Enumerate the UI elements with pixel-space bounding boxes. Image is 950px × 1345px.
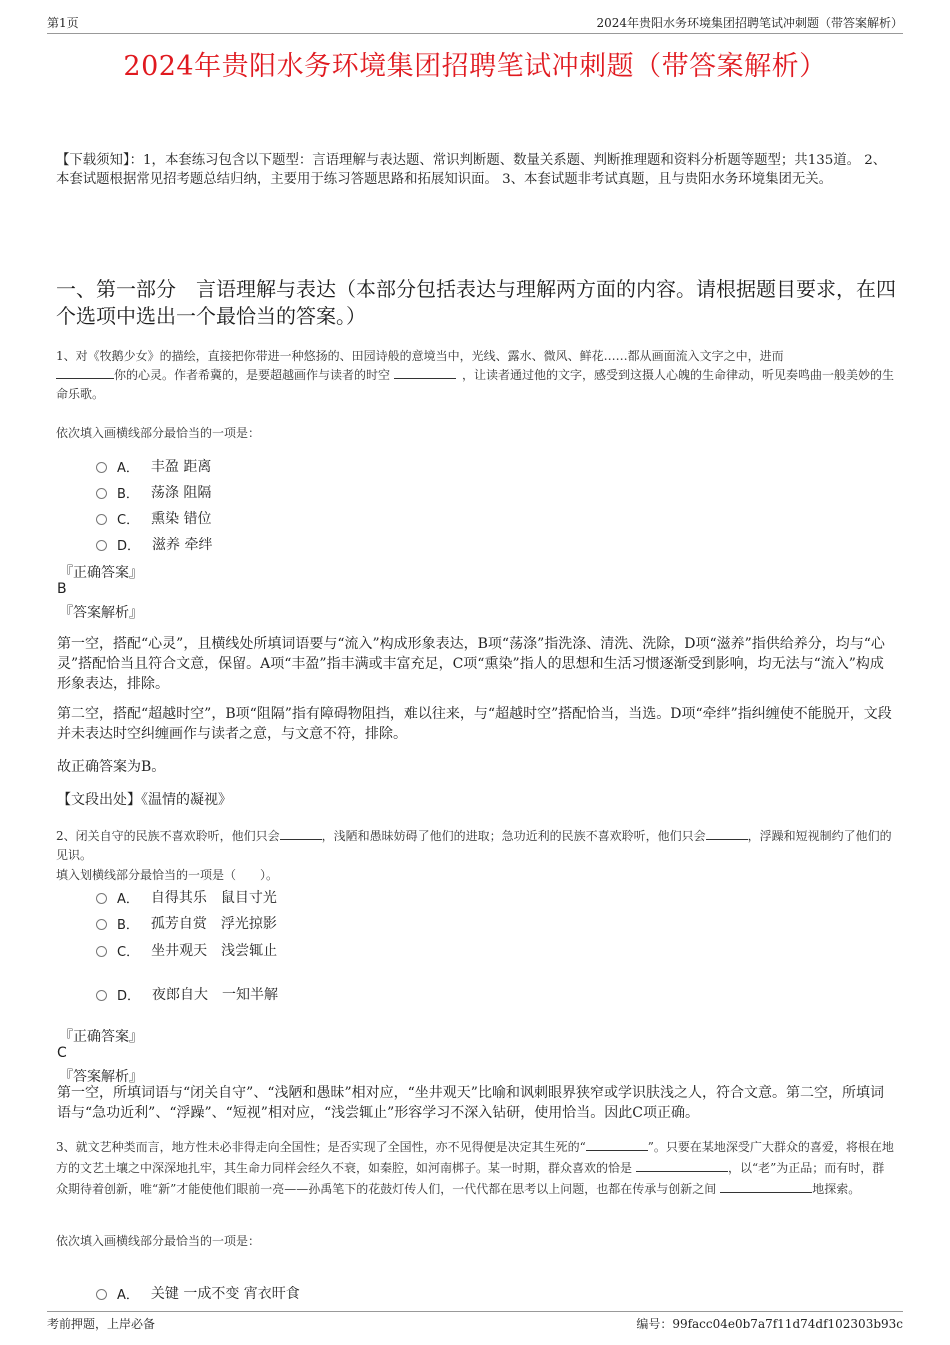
- option-text: 夜郎自大 一知半解: [152, 987, 279, 1003]
- option-text: 关键 一成不变 宵衣旰食: [150, 1286, 300, 1302]
- q1-option-b[interactable]: [96, 482, 211, 502]
- q1-analysis-label: 『答案解析』: [59, 605, 143, 621]
- document-title: 2024年贵阳水务环境集团招聘笔试冲刺题（带答案解析）: [123, 51, 827, 82]
- q2-part2: ，浅陋和愚昧妨碍了他们的进取；急功近利的民族不喜欢聆听，他们只会: [321, 829, 706, 843]
- q1-part3: ，让读者通过他的文字，感受到这摄人心魄的生命律动，听见奏鸣曲一般美妙的生命乐歌。: [56, 368, 895, 401]
- option-letter: B．: [117, 486, 139, 502]
- option-letter: B．: [117, 917, 139, 933]
- question-2-text: [56, 827, 896, 865]
- q2-answer-value: C: [57, 1045, 67, 1061]
- q1-option-d[interactable]: [96, 534, 212, 554]
- radio-icon[interactable]: [96, 893, 107, 904]
- q2-option-c[interactable]: [96, 940, 277, 960]
- radio-icon[interactable]: [96, 919, 107, 930]
- q1-analysis-conclusion: 故正确答案为B。: [57, 759, 166, 775]
- option-letter: D．: [117, 538, 141, 554]
- option-text: 孤芳自赏 浮光掠影: [150, 916, 277, 932]
- q1-blank-1: [56, 366, 114, 379]
- radio-icon[interactable]: [96, 514, 107, 525]
- q2-analysis-paragraph: 第一空，所填词语与“闭关自守”、“浅陋和愚昧”相对应，“坐井观天”比喻和讽刺眼界狭窄或学识肤浅之人，符合文意。第二空，所填词语与“急功近利”、“浮躁”、“短视”相对应，“浅尝辄止”形容学习不深入钻研，使用恰当。因此C项正确。: [57, 1085, 884, 1121]
- q2-analysis-label: 『答案解析』: [59, 1069, 143, 1085]
- q3-blank-2: [636, 1159, 728, 1172]
- option-text: 荡涤 阻隔: [150, 485, 212, 501]
- q1-option-c[interactable]: [96, 508, 212, 528]
- option-text: 熏染 错位: [151, 511, 212, 527]
- q3-instruction: 依次填入画横线部分最恰当的一项是：: [56, 1234, 261, 1248]
- footer-slogan: 考前押题，上岸必备: [47, 1317, 156, 1331]
- q1-analysis-paragraph: 第一空，搭配“心灵”，且横线处所填词语要与“流入”构成形象表达，B项“荡涤”指洗涤、清洗、洗除，D项“滋养”指供给养分，均与“心灵”搭配恰当且符合文意，保留。A项“丰盈”指丰满或丰富充足，C项“熏染”指人的思想和生活习惯逐渐受到影响，均无法与“流入”构成形象表达，排除。: [57, 636, 885, 692]
- option-letter: D．: [117, 988, 141, 1004]
- q2-blank-2: [706, 827, 748, 840]
- option-letter: A．: [117, 891, 139, 907]
- option-text: 坐井观天 浅尝辄止: [151, 943, 278, 959]
- option-text: 自得其乐 鼠目寸光: [150, 890, 277, 906]
- question-3-text: [56, 1137, 896, 1200]
- q3-option-a[interactable]: [96, 1283, 300, 1303]
- q2-part3: ，浮躁和短视制约了他们的见识。: [56, 829, 892, 862]
- q2-option-d[interactable]: [96, 984, 278, 1004]
- q1-part2: 你的心灵。作者希冀的，是要超越画作与读者的时空: [114, 368, 391, 382]
- option-letter: A．: [117, 460, 139, 476]
- q2-answer-label: 『正确答案』: [59, 1029, 143, 1045]
- q1-part1: 1、对《牧鹅少女》的描绘，直接把你带进一种悠扬的、田园诗般的意境当中，光线、露水、微风、鲜花……都从画面流入文字之中，进而: [56, 349, 784, 363]
- q2-instruction: 填入划横线部分最恰当的一项是（ ）。: [56, 868, 279, 882]
- q1-option-a[interactable]: [96, 456, 211, 476]
- q2-option-b[interactable]: [96, 913, 277, 933]
- q1-answer-value: B: [57, 581, 67, 597]
- radio-icon[interactable]: [96, 540, 107, 551]
- q3-part2: ”。只要在某地深受广大群众的喜爱，将根在地方的文艺土壤之中深深地扎牢，其生命力同样会经久不衰，如秦腔，如河南梆子。某一时期，群众喜欢的恰是: [56, 1140, 894, 1175]
- q1-analysis-paragraph: 第二空，搭配“超越时空”，B项“阻隔”指有障碍物阻挡，难以往来，与“超越时空”搭配恰当，当选。D项“牵绊”指纠缠使不能脱开，文段并未表达时空纠缠画作与读者之意，与文意不符，排除。: [57, 706, 892, 742]
- q1-blank-2: [394, 366, 456, 379]
- q2-part1: 2、闭关自守的民族不喜欢聆听，他们只会: [56, 829, 280, 843]
- header-rule: [47, 33, 903, 34]
- q3-part1: 3、就文艺种类而言，地方性未必非得走向全国性；是否实现了全国性，亦不见得便是决定其生死的“: [56, 1140, 586, 1154]
- q2-blank-1: [280, 827, 322, 840]
- radio-icon[interactable]: [96, 1289, 107, 1300]
- footer-doc-id: 编号：99facc04e0b7a7f11d74df102303b93c: [636, 1317, 903, 1331]
- radio-icon[interactable]: [96, 462, 107, 473]
- q1-answer-label: 『正确答案』: [59, 565, 143, 581]
- q1-source: 【文段出处】《温情的凝视》: [57, 792, 232, 808]
- q3-blank-1: [586, 1138, 648, 1151]
- option-text: 丰盈 距离: [150, 459, 212, 475]
- footer-rule: [47, 1311, 903, 1312]
- question-1-text: [56, 347, 896, 404]
- radio-icon[interactable]: [96, 990, 107, 1001]
- option-letter: A．: [117, 1287, 139, 1303]
- q1-instruction: 依次填入画横线部分最恰当的一项是：: [56, 426, 261, 440]
- q3-part3: ，以“老”为正品；而有时，群众期待着创新，唯“新”才能使他们眼前一亮——孙禹笔下的花鼓灯传人们，一代代都在思考以上问题，也都在传承与创新之间: [56, 1161, 885, 1196]
- radio-icon[interactable]: [96, 488, 107, 499]
- running-title: 2024年贵阳水务环境集团招聘笔试冲刺题（带答案解析）: [596, 16, 903, 30]
- download-notice: 【下载须知】：1，本套练习包含以下题型：言语理解与表达题、常识判断题、数量关系题、判断推理题和资料分析题等题型；共135道。 2、本套试题根据常见招考题总结归纳，主要用于练习答题思路和拓展知识面。 3、本套试题非考试真题，且与贵阳水务环境集团无关。: [56, 153, 887, 187]
- option-letter: C．: [117, 944, 140, 960]
- q3-blank-3: [720, 1180, 812, 1193]
- q2-option-a[interactable]: [96, 887, 277, 907]
- page-number: 第1页: [47, 16, 79, 30]
- radio-icon[interactable]: [96, 946, 107, 957]
- option-text: 滋养 牵绊: [152, 537, 213, 553]
- q3-part4: 地探索。: [812, 1182, 861, 1196]
- section-heading: 一、第一部分 言语理解与表达（本部分包括表达与理解两方面的内容。请根据题目要求，在四个选项中选出一个最恰当的答案。）: [56, 277, 896, 328]
- option-letter: C．: [117, 512, 140, 528]
